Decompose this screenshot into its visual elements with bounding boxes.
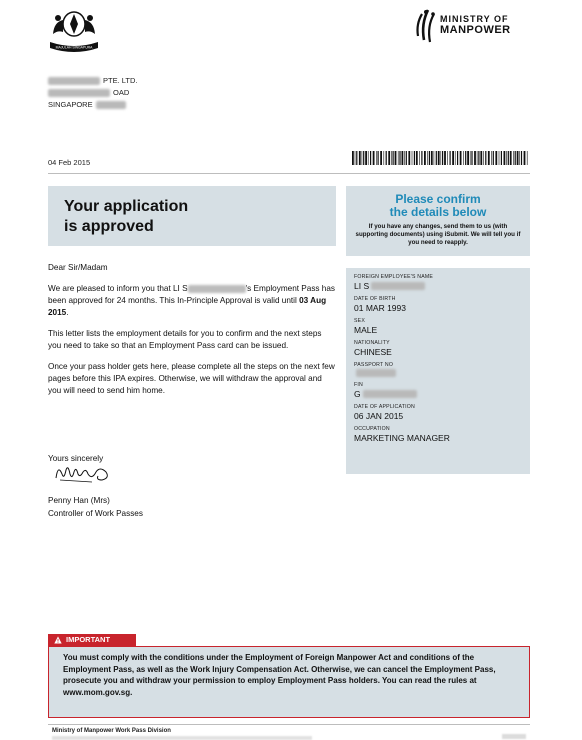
barcode-bar xyxy=(495,151,497,165)
confirm-title-line-2: the details below xyxy=(389,205,487,219)
detail-item xyxy=(354,382,522,399)
footer-faint-text xyxy=(52,736,312,740)
barcode-bar xyxy=(444,151,446,165)
para1-name-end: 's xyxy=(245,284,252,293)
recipient-address xyxy=(48,75,137,111)
approved-line-2: is approved xyxy=(64,218,154,235)
signatory-block xyxy=(48,494,143,520)
barcode-bar xyxy=(483,151,484,165)
detail-label: SEX xyxy=(354,318,365,324)
detail-value-row xyxy=(354,433,522,443)
redacted-text xyxy=(188,285,246,293)
detail-value: 06 JAN 2015 xyxy=(354,411,404,421)
barcode-bar xyxy=(499,151,500,165)
barcode-bar xyxy=(384,151,385,165)
barcode-bar xyxy=(527,151,528,165)
barcode-bar xyxy=(362,151,363,165)
barcode-bar xyxy=(471,151,472,165)
detail-value-row xyxy=(354,347,522,357)
barcode-bar xyxy=(504,151,506,165)
barcode-bar xyxy=(431,151,433,165)
barcode-bar xyxy=(404,151,405,165)
road-suffix: OAD xyxy=(113,88,130,97)
detail-label: FOREIGN EMPLOYEE'S NAME xyxy=(354,274,434,280)
detail-item xyxy=(354,340,522,357)
signature-image xyxy=(52,460,114,484)
barcode-bar xyxy=(478,151,479,165)
barcode-bar xyxy=(477,151,478,165)
barcode-bar xyxy=(376,151,377,165)
approval-paragraph xyxy=(48,283,336,319)
redacted-text xyxy=(371,282,425,290)
barcode-bar xyxy=(441,151,442,165)
barcode-bar xyxy=(488,151,490,165)
employee-details-panel xyxy=(346,268,530,474)
barcode-bar xyxy=(378,151,379,165)
details-paragraph: This letter lists the employment details for you to confirm and the next steps you need to take so that an Employment Pass card can be issued. xyxy=(48,329,322,350)
barcode-bar xyxy=(408,151,410,165)
barcode-bar xyxy=(416,151,418,165)
detail-value-row xyxy=(354,325,522,335)
detail-item xyxy=(354,318,522,335)
important-label: IMPORTANT xyxy=(66,635,111,644)
warning-icon xyxy=(54,636,62,644)
barcode-bar xyxy=(480,151,482,165)
barcode-bar xyxy=(519,151,520,165)
detail-label: FIN xyxy=(354,382,363,388)
barcode-bar xyxy=(467,151,469,165)
para1-start: We are pleased to inform you that LI S xyxy=(48,284,188,293)
barcode-bar xyxy=(460,151,462,165)
footer-division: Ministry of Manpower Work Pass Division xyxy=(52,728,171,734)
barcode-bar xyxy=(517,151,519,165)
important-notice xyxy=(48,646,530,718)
detail-value-row xyxy=(354,303,522,313)
barcode-bar xyxy=(391,151,392,165)
city: SINGAPORE xyxy=(48,100,93,109)
para1-rest: Employment Pass has been approved for 24 months. This In-Principle Approval is valid until xyxy=(48,284,335,305)
ipa-expiry-date: 03 Aug 2015 xyxy=(48,296,327,317)
barcode-bar xyxy=(436,151,437,165)
barcode-bar xyxy=(447,151,448,165)
detail-value: G xyxy=(354,389,361,399)
barcode-bar xyxy=(395,151,397,165)
barcode-bar xyxy=(424,151,426,165)
detail-value-row xyxy=(354,411,522,421)
barcode-bar xyxy=(474,151,476,165)
barcode-bar xyxy=(521,151,522,165)
divider xyxy=(48,173,530,174)
company-suffix: PTE. LTD. xyxy=(103,76,138,85)
ministry-name xyxy=(440,14,511,36)
confirm-instructions: If you have any changes, send them to us (with supporting documents) using iSubmit. We will tell you if you need to reapply. xyxy=(355,223,521,246)
barcode-bar xyxy=(442,151,443,165)
barcode-bar xyxy=(370,151,371,165)
barcode-bar xyxy=(402,151,404,165)
barcode-bar xyxy=(513,151,514,165)
confirm-title-line-1: Please confirm xyxy=(395,192,481,206)
approved-heading xyxy=(64,197,188,237)
singapore-crest-logo xyxy=(44,6,104,54)
barcode-bar xyxy=(373,151,375,165)
barcode-bar xyxy=(352,151,354,165)
detail-label: DATE OF BIRTH xyxy=(354,296,396,302)
redacted-text xyxy=(48,89,110,97)
important-text: You must comply with the conditions under the Employment of Foreign Manpower Act and conditions of the Employment Pass, as well as the Work Injury Compensation Act. Otherwise, we can cancel the Employment Pass, prosecute you and withdraw your permission to employ Employment Pass holders. You can read the rules at www.mom.gov.sg. xyxy=(63,653,496,697)
page-number xyxy=(502,734,526,739)
detail-value: CHINESE xyxy=(354,347,392,357)
confirm-details-box xyxy=(346,186,530,256)
barcode-bar xyxy=(359,151,361,165)
ministry-line-1: MINISTRY OF xyxy=(440,14,509,24)
detail-item xyxy=(354,362,522,377)
detail-item xyxy=(354,274,522,291)
next-steps-paragraph: Once your pass holder gets here, please complete all the steps on the next few pages before this IPA expires. Otherwise, we will withdraw the approval and you will need to send him home. xyxy=(48,362,335,395)
para1-end: . xyxy=(66,308,69,317)
detail-value-row xyxy=(354,281,522,291)
detail-item xyxy=(354,296,522,313)
barcode-bar xyxy=(356,151,357,165)
detail-item xyxy=(354,404,522,421)
detail-label: OCCUPATION xyxy=(354,426,390,432)
barcode-bar xyxy=(510,151,512,165)
barcode-bar xyxy=(515,151,516,165)
detail-value: LI S xyxy=(354,281,370,291)
detail-label: PASSPORT NO xyxy=(354,362,394,368)
barcode-bar xyxy=(429,151,430,165)
barcode-icon xyxy=(352,151,530,165)
barcode-bar xyxy=(365,151,367,165)
letter-body xyxy=(48,262,336,406)
barcode-bar xyxy=(363,151,364,165)
barcode-bar xyxy=(399,151,400,165)
barcode-bar xyxy=(463,151,464,165)
redacted-text xyxy=(363,390,417,398)
barcode-bar xyxy=(452,151,454,165)
footer-divider xyxy=(48,724,530,725)
barcode-bar xyxy=(470,151,471,165)
barcode-bar xyxy=(398,151,399,165)
barcode-bar xyxy=(457,151,458,165)
salutation: Dear Sir/Madam xyxy=(48,263,108,272)
barcode-bar xyxy=(450,151,451,165)
detail-value-row xyxy=(354,369,522,377)
barcode-bar xyxy=(438,151,440,165)
barcode-bar xyxy=(414,151,415,165)
detail-item xyxy=(354,426,522,443)
barcode-bar xyxy=(508,151,509,165)
barcode-bar xyxy=(406,151,407,165)
barcode-bar xyxy=(393,151,394,165)
barcode-bar xyxy=(388,151,390,165)
detail-label: NATIONALITY xyxy=(354,340,390,346)
redacted-text xyxy=(96,101,126,109)
approved-line-1: Your application xyxy=(64,198,189,215)
detail-value: MARKETING MANAGER xyxy=(354,433,450,443)
closing: Yours sincerely xyxy=(48,454,104,463)
redacted-text xyxy=(356,369,396,377)
barcode-bar xyxy=(412,151,413,165)
barcode-bar xyxy=(506,151,507,165)
detail-label: DATE OF APPLICATION xyxy=(354,404,415,410)
important-tab xyxy=(48,634,136,646)
barcode-bar xyxy=(355,151,356,165)
signatory-title: Controller of Work Passes xyxy=(48,509,143,518)
detail-value-row xyxy=(354,389,522,399)
confirm-title xyxy=(346,193,530,219)
barcode-bar xyxy=(380,151,382,165)
redacted-text xyxy=(48,77,100,85)
barcode-bar xyxy=(501,151,502,165)
barcode-bar xyxy=(421,151,422,165)
letter-date: 04 Feb 2015 xyxy=(48,158,91,167)
barcode-bar xyxy=(491,151,492,165)
signatory-name: Penny Han (Mrs) xyxy=(48,496,110,505)
barcode-bar xyxy=(524,151,526,165)
barcode-bar xyxy=(455,151,456,165)
detail-value: 01 MAR 1993 xyxy=(354,303,406,313)
barcode-bar xyxy=(427,151,428,165)
barcode-bar xyxy=(386,151,387,165)
crest-motto: MAJULAH SINGAPURA xyxy=(55,45,93,50)
barcode-bar xyxy=(368,151,369,165)
barcode-bar xyxy=(434,151,435,165)
barcode-bar xyxy=(419,151,420,165)
barcode-bar xyxy=(485,151,486,165)
barcode-bar xyxy=(465,151,466,165)
detail-value: MALE xyxy=(354,325,378,335)
barcode-bar xyxy=(493,151,494,165)
ministry-line-2: MANPOWER xyxy=(440,24,511,36)
